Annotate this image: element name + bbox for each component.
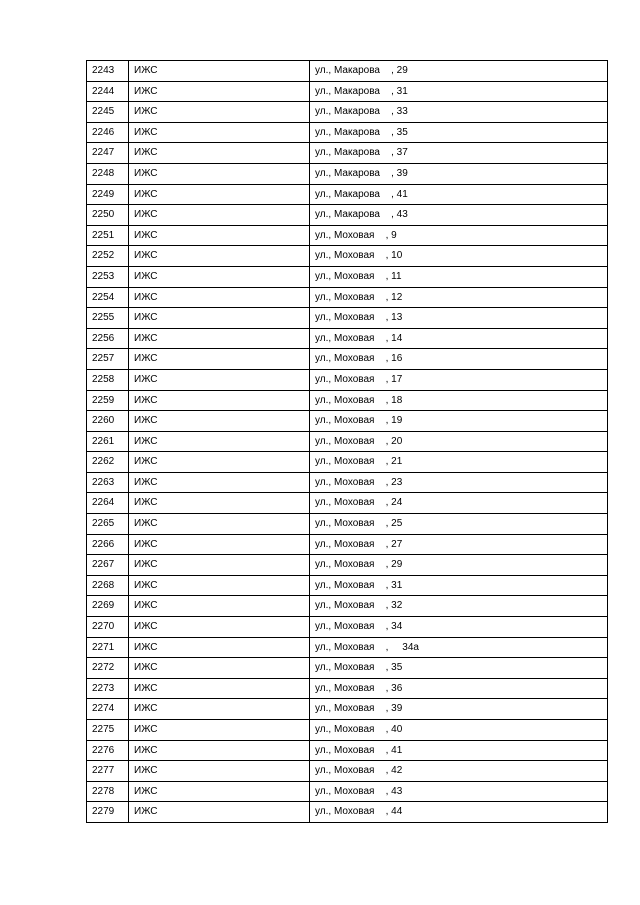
address-cell: ул., Моховая , 12 — [310, 287, 608, 308]
object-type-cell: ИЖС — [129, 637, 310, 658]
object-type-cell: ИЖС — [129, 534, 310, 555]
row-number-cell: 2276 — [87, 740, 129, 761]
row-number-cell: 2247 — [87, 143, 129, 164]
table-row — [87, 452, 608, 473]
address-cell: ул., Моховая , 42 — [310, 761, 608, 782]
table-row — [87, 534, 608, 555]
row-number-cell: 2251 — [87, 225, 129, 246]
address-cell: ул., Макарова , 29 — [310, 61, 608, 82]
address-cell: ул., Моховая , 41 — [310, 740, 608, 761]
row-number-cell: 2243 — [87, 61, 129, 82]
row-number-cell: 2274 — [87, 699, 129, 720]
object-type-cell: ИЖС — [129, 266, 310, 287]
object-type-cell: ИЖС — [129, 514, 310, 535]
object-type-cell: ИЖС — [129, 102, 310, 123]
object-type-cell: ИЖС — [129, 678, 310, 699]
table-row — [87, 555, 608, 576]
address-cell: ул., Моховая , 34 — [310, 617, 608, 638]
address-cell: ул., Моховая , 43 — [310, 781, 608, 802]
object-type-cell: ИЖС — [129, 699, 310, 720]
object-type-cell: ИЖС — [129, 575, 310, 596]
table-row — [87, 102, 608, 123]
address-cell: ул., Моховая , 31 — [310, 575, 608, 596]
row-number-cell: 2246 — [87, 122, 129, 143]
address-register-body — [87, 61, 608, 823]
object-type-cell: ИЖС — [129, 452, 310, 473]
row-number-cell: 2272 — [87, 658, 129, 679]
object-type-cell: ИЖС — [129, 740, 310, 761]
table-row — [87, 493, 608, 514]
object-type-cell: ИЖС — [129, 431, 310, 452]
object-type-cell: ИЖС — [129, 349, 310, 370]
address-cell: ул., Моховая , 39 — [310, 699, 608, 720]
address-cell: ул., Моховая , 21 — [310, 452, 608, 473]
table-row — [87, 328, 608, 349]
row-number-cell: 2260 — [87, 411, 129, 432]
table-row — [87, 637, 608, 658]
table-row — [87, 514, 608, 535]
object-type-cell: ИЖС — [129, 225, 310, 246]
row-number-cell: 2259 — [87, 390, 129, 411]
table-row — [87, 81, 608, 102]
object-type-cell: ИЖС — [129, 122, 310, 143]
address-cell: ул., Макарова , 39 — [310, 163, 608, 184]
object-type-cell: ИЖС — [129, 328, 310, 349]
row-number-cell: 2245 — [87, 102, 129, 123]
table-row — [87, 225, 608, 246]
row-number-cell: 2255 — [87, 308, 129, 329]
row-number-cell: 2252 — [87, 246, 129, 267]
address-cell: ул., Макарова , 41 — [310, 184, 608, 205]
table-row — [87, 61, 608, 82]
address-cell: ул., Макарова , 35 — [310, 122, 608, 143]
object-type-cell: ИЖС — [129, 802, 310, 823]
object-type-cell: ИЖС — [129, 287, 310, 308]
row-number-cell: 2266 — [87, 534, 129, 555]
row-number-cell: 2269 — [87, 596, 129, 617]
object-type-cell: ИЖС — [129, 411, 310, 432]
row-number-cell: 2249 — [87, 184, 129, 205]
object-type-cell: ИЖС — [129, 390, 310, 411]
row-number-cell: 2262 — [87, 452, 129, 473]
object-type-cell: ИЖС — [129, 555, 310, 576]
address-cell: ул., Моховая , 19 — [310, 411, 608, 432]
object-type-cell: ИЖС — [129, 81, 310, 102]
object-type-cell: ИЖС — [129, 720, 310, 741]
table-row — [87, 720, 608, 741]
table-row — [87, 575, 608, 596]
address-cell: ул., Макарова , 37 — [310, 143, 608, 164]
object-type-cell: ИЖС — [129, 781, 310, 802]
address-cell: ул., Моховая , 23 — [310, 472, 608, 493]
object-type-cell: ИЖС — [129, 369, 310, 390]
row-number-cell: 2277 — [87, 761, 129, 782]
object-type-cell: ИЖС — [129, 246, 310, 267]
table-row — [87, 761, 608, 782]
row-number-cell: 2270 — [87, 617, 129, 638]
row-number-cell: 2248 — [87, 163, 129, 184]
row-number-cell: 2254 — [87, 287, 129, 308]
object-type-cell: ИЖС — [129, 617, 310, 638]
address-cell: ул., Моховая , 27 — [310, 534, 608, 555]
row-number-cell: 2268 — [87, 575, 129, 596]
table-row — [87, 390, 608, 411]
address-cell: ул., Моховая , 44 — [310, 802, 608, 823]
address-cell: ул., Моховая , 9 — [310, 225, 608, 246]
address-cell: ул., Моховая , 13 — [310, 308, 608, 329]
address-cell: ул., Моховая , 32 — [310, 596, 608, 617]
address-cell: ул., Моховая , 20 — [310, 431, 608, 452]
address-cell: ул., Моховая , 40 — [310, 720, 608, 741]
table-row — [87, 781, 608, 802]
address-cell: ул., Моховая , 36 — [310, 678, 608, 699]
object-type-cell: ИЖС — [129, 143, 310, 164]
object-type-cell: ИЖС — [129, 596, 310, 617]
row-number-cell: 2244 — [87, 81, 129, 102]
table-row — [87, 617, 608, 638]
address-cell: ул., Моховая , 35 — [310, 658, 608, 679]
row-number-cell: 2275 — [87, 720, 129, 741]
address-cell: ул., Макарова , 31 — [310, 81, 608, 102]
table-row — [87, 308, 608, 329]
table-row — [87, 369, 608, 390]
object-type-cell: ИЖС — [129, 658, 310, 679]
table-row — [87, 287, 608, 308]
table-row — [87, 349, 608, 370]
address-cell: ул., Моховая , 34а — [310, 637, 608, 658]
object-type-cell: ИЖС — [129, 205, 310, 226]
table-row — [87, 266, 608, 287]
address-cell: ул., Моховая , 11 — [310, 266, 608, 287]
row-number-cell: 2253 — [87, 266, 129, 287]
address-cell: ул., Моховая , 10 — [310, 246, 608, 267]
table-row — [87, 802, 608, 823]
table-row — [87, 658, 608, 679]
table-row — [87, 411, 608, 432]
table-row — [87, 184, 608, 205]
table-row — [87, 596, 608, 617]
row-number-cell: 2279 — [87, 802, 129, 823]
table-row — [87, 246, 608, 267]
object-type-cell: ИЖС — [129, 184, 310, 205]
object-type-cell: ИЖС — [129, 493, 310, 514]
address-cell: ул., Моховая , 29 — [310, 555, 608, 576]
row-number-cell: 2250 — [87, 205, 129, 226]
row-number-cell: 2264 — [87, 493, 129, 514]
row-number-cell: 2278 — [87, 781, 129, 802]
object-type-cell: ИЖС — [129, 163, 310, 184]
row-number-cell: 2263 — [87, 472, 129, 493]
table-row — [87, 205, 608, 226]
address-cell: ул., Моховая , 16 — [310, 349, 608, 370]
row-number-cell: 2267 — [87, 555, 129, 576]
row-number-cell: 2258 — [87, 369, 129, 390]
row-number-cell: 2271 — [87, 637, 129, 658]
table-row — [87, 472, 608, 493]
address-register-table — [86, 60, 608, 823]
address-cell: ул., Моховая , 18 — [310, 390, 608, 411]
row-number-cell: 2273 — [87, 678, 129, 699]
object-type-cell: ИЖС — [129, 61, 310, 82]
table-row — [87, 699, 608, 720]
row-number-cell: 2265 — [87, 514, 129, 535]
object-type-cell: ИЖС — [129, 308, 310, 329]
row-number-cell: 2257 — [87, 349, 129, 370]
table-row — [87, 678, 608, 699]
address-cell: ул., Моховая , 24 — [310, 493, 608, 514]
object-type-cell: ИЖС — [129, 472, 310, 493]
table-row — [87, 122, 608, 143]
address-cell: ул., Макарова , 33 — [310, 102, 608, 123]
row-number-cell: 2256 — [87, 328, 129, 349]
address-cell: ул., Моховая , 25 — [310, 514, 608, 535]
address-cell: ул., Моховая , 14 — [310, 328, 608, 349]
table-row — [87, 163, 608, 184]
row-number-cell: 2261 — [87, 431, 129, 452]
address-cell: ул., Макарова , 43 — [310, 205, 608, 226]
object-type-cell: ИЖС — [129, 761, 310, 782]
table-row — [87, 431, 608, 452]
address-cell: ул., Моховая , 17 — [310, 369, 608, 390]
table-row — [87, 740, 608, 761]
table-row — [87, 143, 608, 164]
